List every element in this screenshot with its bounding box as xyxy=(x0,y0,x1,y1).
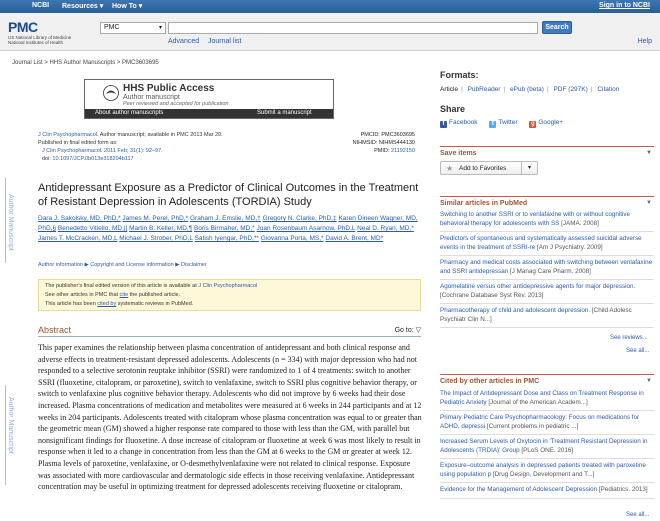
author-link[interactable]: James T. McCracken, MD,L xyxy=(38,235,118,242)
pmc-logo-text: PMC xyxy=(8,19,38,35)
save-items-heading: Save items xyxy=(440,150,477,157)
see-all-cited-link[interactable]: See all... xyxy=(626,512,650,518)
facebook-icon: f xyxy=(440,121,447,128)
article-list-item[interactable] xyxy=(440,483,654,499)
author-link[interactable]: Giovanna Porta, MS,* xyxy=(260,235,324,242)
article-title-link: Pharmacy and medical costs associated with switching between venlafaxine and SSRI antidepressan xyxy=(440,259,653,275)
author-link[interactable]: David A. Brent, MD* xyxy=(325,235,384,242)
author-link[interactable]: Karen Dineen Wagner, MD, PhD,§ xyxy=(38,215,418,232)
hhs-eagle-icon xyxy=(103,85,119,101)
notice-line-2b: the published article. xyxy=(128,292,181,298)
google-plus-icon: g xyxy=(530,121,535,127)
notice-line-3b: systematic reviews in PubMed. xyxy=(116,301,194,307)
citation-block xyxy=(38,131,223,163)
star-icon: ★ xyxy=(446,164,454,173)
share-heading: Share xyxy=(440,104,466,114)
share-twitter[interactable] xyxy=(489,119,517,126)
format-epub[interactable]: ePub (beta) xyxy=(509,86,544,93)
database-select-value: PMC xyxy=(104,24,120,31)
site-header xyxy=(0,13,660,51)
article-source: [JAMA. 2008] xyxy=(561,219,599,227)
article-title-link: Exposure–outcome analysis in depressed patients treated with paroxetine using population p xyxy=(440,462,646,478)
author-link[interactable]: Joan Rosenbaum Asarnow, PhD,L xyxy=(256,225,356,232)
author-information-link[interactable]: Author information ▶ xyxy=(38,262,89,268)
author-manuscript-sidebar xyxy=(5,385,19,485)
abstract-heading-row xyxy=(38,325,421,337)
nihmsid: NIHMSID: NIHMS444130 xyxy=(352,140,415,146)
cite-link[interactable]: cite xyxy=(119,292,129,298)
author-link[interactable]: Satish Iyengar, PhD,** xyxy=(194,235,259,242)
published-citation-link[interactable]: J Clin Psychopharmacol. 2011 Feb; 31(1): 92–97. xyxy=(42,148,163,154)
hhs-public-access-banner xyxy=(84,79,334,119)
banner-subtitle: Author manuscript xyxy=(123,94,180,101)
chevron-down-icon: ▼ xyxy=(646,200,652,206)
similar-articles-heading: Similar articles in PubMed xyxy=(440,200,528,207)
notice-line-2a: See other articles in PMC that xyxy=(45,292,120,298)
share-google[interactable] xyxy=(529,119,563,126)
journal-link[interactable]: J Clin Psychopharmacol xyxy=(38,132,97,138)
search-button[interactable]: Search xyxy=(542,21,572,34)
share-facebook[interactable] xyxy=(440,119,478,126)
nlm-line-2: National Institutes of Health xyxy=(8,40,64,45)
chevron-down-icon: ▼ xyxy=(646,378,652,384)
database-select[interactable] xyxy=(100,22,166,34)
add-to-favorites-label: Add to Favorites xyxy=(459,165,507,172)
article-title-link: Evidence for the Management of Adolescent Depression xyxy=(440,486,598,493)
format-article[interactable]: Article xyxy=(440,86,459,93)
author-link[interactable]: James M. Perel, PhD,* xyxy=(122,215,189,222)
cited-by-link[interactable]: cited by xyxy=(97,301,117,307)
publisher-notice xyxy=(38,279,421,311)
notice-line-3a: This article has been xyxy=(45,301,98,307)
chevron-down-icon: ▼ xyxy=(646,150,652,156)
formats-heading: Formats: xyxy=(440,70,479,80)
disclaimer-link[interactable]: Disclaimer xyxy=(181,262,207,268)
see-all-similar-link[interactable]: See all... xyxy=(626,348,650,354)
article-list-item[interactable] xyxy=(440,280,654,304)
article-source: [Am J Psychiatry. 2009] xyxy=(536,243,603,251)
article-title-link: Predictors of spontaneous and systematically assessed suicidal adverse events in the treatment of SSRI-re xyxy=(440,235,642,251)
banner-tagline: Peer reviewed and accepted for publication xyxy=(123,101,229,107)
article-source: [Child Adolesc Psychiatr Clin N...] xyxy=(440,307,632,323)
doi-link[interactable]: 10.1097/JCP.0b013e318204b117 xyxy=(52,156,134,162)
author-link[interactable]: Graham J. Emslie, MD,† xyxy=(189,215,261,222)
chevron-down-icon: ▾ xyxy=(158,25,162,31)
author-link[interactable]: Benedetto Vitiello, MD,|| xyxy=(57,225,128,232)
see-reviews-link[interactable]: See reviews... xyxy=(610,335,648,341)
article-title: Antidepressant Exposure as a Predictor of Clinical Outcomes in the Treatment of Resistant Depression in Adolescents (TORDIA) Study xyxy=(38,182,419,208)
advanced-search-link[interactable]: Advanced xyxy=(168,38,200,45)
ncbi-top-bar xyxy=(0,0,660,13)
author-link[interactable]: Gregory N. Clarke, PhD,‡ xyxy=(262,215,337,222)
article-source: [Current problems in pediatric ...] xyxy=(486,422,579,430)
citation-line-1: . Author manuscript; available in PMC 2013 Mar 20. xyxy=(97,132,223,138)
share-buttons xyxy=(440,119,573,128)
pmcid: PMCID: PMC3603695 xyxy=(360,132,415,138)
author-manuscript-label: Author Manuscript xyxy=(7,397,14,454)
nlm-line-1: US National Library of Medicine xyxy=(8,35,72,40)
favorites-dropdown[interactable]: ▾ xyxy=(521,162,537,174)
article-list-item[interactable] xyxy=(440,387,654,411)
author-link[interactable]: Martin B. Keller, MD,¶ xyxy=(129,225,193,232)
sign-in-link[interactable]: Sign in to NCBI xyxy=(599,2,650,9)
abstract-text: This paper examines the relationship between plasma concentration of antidepressant and both clinical response and adverse effects in treatment-resistant depressed adolescents. Adolescents (n = 334) with major depression who had not responded to a selective serotonin reuptake inhibitor (SSRI) were randomized to 1 of 4 treatments: switch to another SSRI (fluoxetine, citalopram, or paroxetine), switch to venlafaxine, switch to SSRI plus cognitive behavior therapy, or switch to venlafaxine plus cognitive behavior therapy. Adolescents who did not improve by 6 weeks had their dose increased. Plasma concentrations of medication and metabolites were measured at 6 weeks in 244 participants and at 12 weeks in 204 participants. Adolescents treated with citalopram whose plasma concentration was equal to or greater than the geometric mean (GM) showed a higher response rate compared to those with less than the GM, with parallel but nonsignificant findings for fluoxetine. A dose increase of citalopram or fluoxetine at week 6 was most likely to result in response when it led to a change in concentration from less than the GM at 6 weeks to the GM or greater at week 12. Plasma levels of paroxetine, venlafaxine, or O-desmethylvenlafaxine were not related to clinical response. Exposure was associated with more cardiovascular and dermatologic side effects in those receiving venlafaxine. Antidepressant concentration may be useful in optimizing treatment for depressed adolescents receiving fluoxetine or citalopram. xyxy=(38,343,422,492)
cited-by-heading: Cited by other articles in PMC xyxy=(440,378,540,385)
format-pubreader[interactable]: PubReader xyxy=(467,86,501,93)
article-title-link: Increased Serum Levels of Oxytocin in 'Treatment Resistant Depression in Adolescents (TRDIA)' Group xyxy=(440,438,648,454)
about-author-manuscripts-link[interactable]: About author manuscripts xyxy=(95,110,164,116)
article-source: [J Manag Care Pharm. 2008] xyxy=(510,267,591,275)
publisher-version-link[interactable]: J Clin Psychopharmacol xyxy=(198,283,258,289)
article-title-link: Primary Pediatric Care Psychopharmacology: Focus on medications for ADHD, depressi xyxy=(440,414,640,430)
similar-articles-section[interactable] xyxy=(440,196,654,207)
share-facebook-label: Facebook xyxy=(449,119,478,126)
article-source: [Journal of the American Academ...] xyxy=(488,398,588,406)
article-list-item[interactable] xyxy=(440,459,654,483)
twitter-icon: t xyxy=(489,121,496,128)
format-citation[interactable]: Citation xyxy=(597,86,620,93)
article-list-item[interactable] xyxy=(440,435,654,459)
submit-manuscript-link[interactable]: Submit a manuscript xyxy=(257,110,312,116)
author-manuscript-label: Author Manuscript xyxy=(7,194,14,251)
go-to-menu[interactable]: Go to: ▽ xyxy=(394,327,421,334)
author-link[interactable]: Michael J. Strober, PhD,L xyxy=(119,235,193,242)
article-source: [Cochrane Database Syst Rev. 2013] xyxy=(440,291,544,299)
article-title-link: The Impact of Antidepressant Dose and Class on Treatment Response in Pediatric Anxiety xyxy=(440,390,644,406)
resources-menu[interactable]: Resources ▾ xyxy=(62,3,104,10)
article-source: [Pediatrics. 2013] xyxy=(598,486,648,493)
article-list-item[interactable] xyxy=(440,256,654,280)
how-to-menu[interactable]: How To ▾ xyxy=(112,3,143,10)
article-list-item[interactable] xyxy=(440,411,654,435)
article-title-link: Pharmacotherapy of child and adolescent depression. xyxy=(440,307,591,314)
article-list-item[interactable] xyxy=(440,232,654,256)
format-pdf[interactable]: PDF (297K) xyxy=(553,86,588,93)
ncbi-link[interactable]: NCBI xyxy=(32,2,50,9)
cited-by-section[interactable] xyxy=(440,374,654,385)
pmc-logo[interactable] xyxy=(8,19,78,45)
share-twitter-label: Twitter xyxy=(498,119,518,126)
article-title-link: Switching to another SSRI or to venlafaxine with or without cognitive behavioral therapy for adolescents with SS xyxy=(440,211,631,227)
article-source: [Drug Design, Development and T...] xyxy=(492,470,595,478)
citation-line-2: Published in final edited form as: xyxy=(38,140,118,146)
article-title-link: Agomelatine versus other antidepressive agents for major depression. xyxy=(440,283,636,290)
pmid-link[interactable]: 21192150 xyxy=(390,148,415,154)
add-to-favorites-button[interactable] xyxy=(440,161,538,175)
author-info-links xyxy=(38,262,207,268)
similar-articles-list xyxy=(440,208,654,328)
article-ids xyxy=(330,131,415,155)
banner-title: HHS Public Access xyxy=(123,83,215,94)
author-link[interactable]: Boris Birmaher, MD,* xyxy=(194,225,255,232)
banner-links-bar xyxy=(85,109,333,118)
author-manuscript-sidebar xyxy=(5,178,19,263)
article-list-item[interactable] xyxy=(440,208,654,232)
formats-list: Article | PubReader | ePub (beta) | PDF (297K) | Citation xyxy=(440,86,620,93)
author-link[interactable]: Neal D. Ryan, MD,* xyxy=(357,225,414,232)
search-input[interactable] xyxy=(168,22,538,34)
copyright-license-link[interactable]: Copyright and License information ▶ xyxy=(90,262,180,268)
cited-by-list xyxy=(440,387,654,499)
save-items-section[interactable] xyxy=(440,146,654,157)
article-list-item[interactable] xyxy=(440,304,654,328)
help-link[interactable]: Help xyxy=(637,38,652,45)
article-source: [PLoS ONE. 2016] xyxy=(521,446,574,454)
share-google-label: Google+ xyxy=(538,119,564,126)
notice-line-1: The publisher's final edited version of this article is available at xyxy=(45,283,199,289)
author-list xyxy=(38,214,423,244)
journal-list-link[interactable]: Journal list xyxy=(208,38,242,45)
doi-label: doi: xyxy=(42,156,53,162)
pmid-label: PMID: xyxy=(374,148,391,154)
breadcrumb[interactable]: Journal List > HHS Author Manuscripts > PMC3603695 xyxy=(12,60,159,66)
abstract-heading: Abstract xyxy=(38,325,72,335)
author-link[interactable]: Dara J. Sakolsky, MD, PhD,* xyxy=(38,215,121,222)
